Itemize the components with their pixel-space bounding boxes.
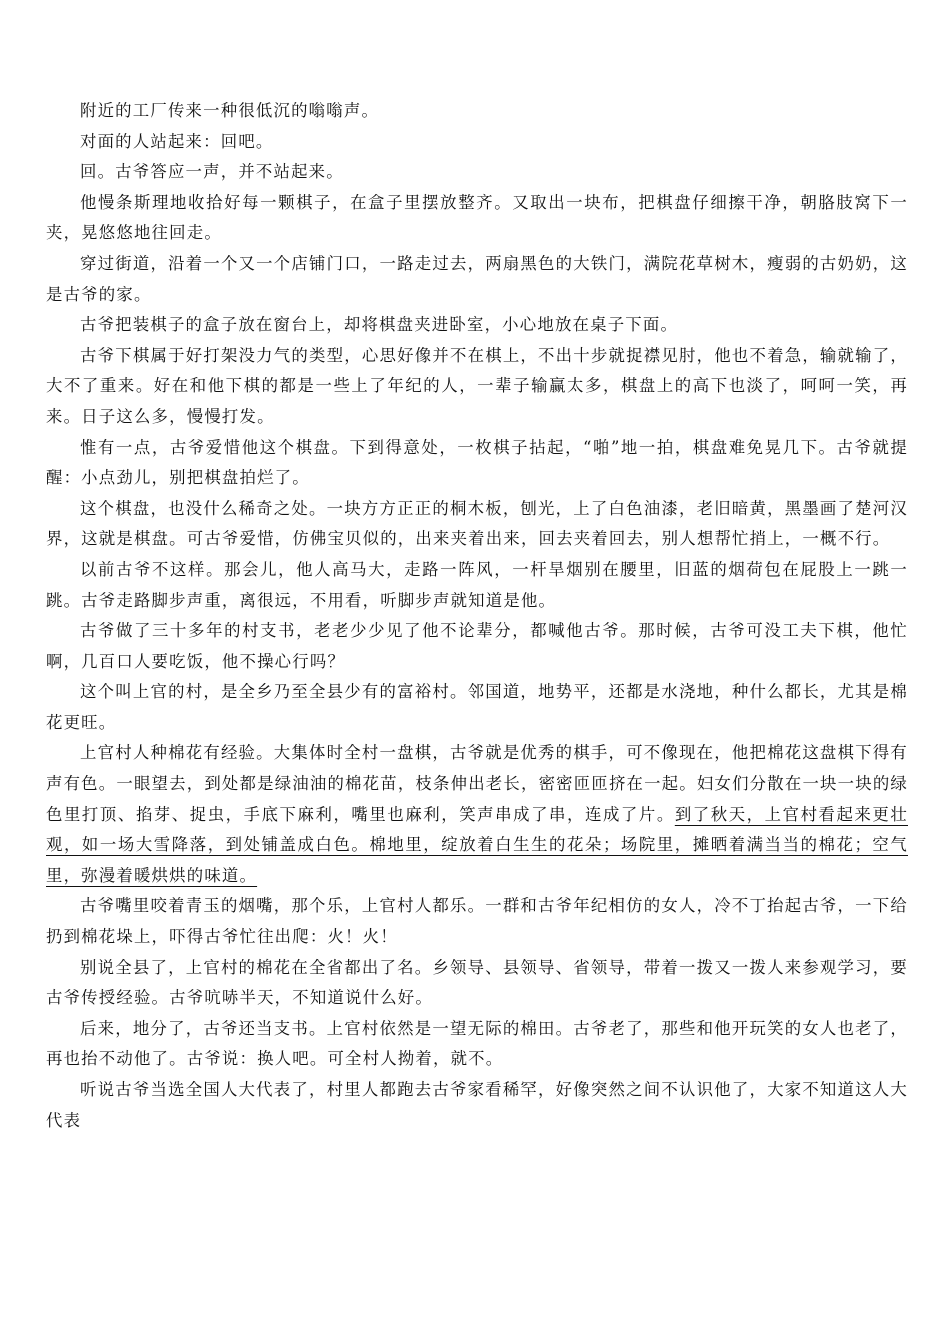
paragraph-4: 他慢条斯理地收拾好每一颗棋子，在盒子里摆放整齐。又取出一块布，把棋盘仔细擦干净，朝胳肢窝下一夹，晃悠悠地往回走。 <box>46 192 908 243</box>
paragraph-8: 惟有一点，古爷爱惜他这个棋盘。下到得意处，一枚棋子拈起，“啪”地一拍，棋盘难免晃几下。古爷就提醒：小点劲儿，别把棋盘拍烂了。 <box>46 437 908 488</box>
paragraph-9: 这个棋盘，也没什么稀奇之处。一块方方正正的桐木板，刨光，上了白色油漆，老旧暗黄，黑墨画了楚河汉界，这就是棋盘。可古爷爱惜，仿佛宝贝似的，出来夹着出来，回去夹着回去，别人想帮忙捎上，一概不行。 <box>46 498 908 549</box>
paragraph-15: 别说全县了，上官村的棉花在全省都出了名。乡领导、县领导、省领导，带着一拨又一拨人来参观学习，要古爷传授经验。古爷吭哧半天，不知道说什么好。 <box>46 957 908 1008</box>
paragraph-1: 附近的工厂传来一种很低沉的嗡嗡声。 <box>80 101 380 120</box>
paragraph-7: 古爷下棋属于好打架没力气的类型，心思好像并不在棋上，不出十步就捉襟见肘，他也不着急，输就输了，大不了重来。好在和他下棋的都是一些上了年纪的人，一辈子输赢太多，棋盘上的高下也淡了，呵呵一笑，再来。日子这么多，慢慢打发。 <box>46 345 908 426</box>
document-page <box>46 96 908 1136</box>
paragraph-11: 古爷做了三十多年的村支书，老老少少见了他不论辈分，都喊他古爷。那时候，古爷可没工夫下棋，他忙啊，几百口人要吃饭，他不操心行吗？ <box>46 621 908 671</box>
paragraph-2: 对面的人站起来：回吧。 <box>80 131 274 151</box>
paragraph-12: 这个叫上官的村，是全乡乃至全县少有的富裕村。邻国道，地势平，还都是水浇地，种什么都长，尤其是棉花更旺。 <box>46 682 908 732</box>
paragraph-6: 古爷把装棋子的盒子放在窗台上，却将棋盘夹进卧室，小心地放在桌子下面。 <box>80 315 679 335</box>
paragraph-17: 听说古爷当选全国人大代表了，村里人都跑去古爷家看稀罕，好像突然之间不认识他了，大家不知道这人大代表 <box>46 1080 908 1130</box>
paragraph-16: 后来，地分了，古爷还当支书。上官村依然是一望无际的棉田。古爷老了，那些和他开玩笑的女人也老了，再也抬不动他了。古爷说：换人吧。可全村人拗着，就不。 <box>46 1018 908 1069</box>
paragraph-3: 回。古爷答应一声，并不站起来。 <box>80 162 344 182</box>
paragraph-13: 上官村人种棉花有经验。大集体时全村一盘棋，古爷就是优秀的棋手，可不像现在，他把棉花这盘棋下得有声有色。一眼望去，到处都是绿油油的棉花苗，枝条伸出老长，密密匝匝挤在一起。妇女们分散在一块一块的绿色里打顶、掐芽、捉虫，手底下麻利，嘴里也麻利，笑声串成了串，连成了片。到了秋天，上官村看起来更壮观，如一场大雪降落，到处铺盖成白色。棉地里，绽放着白生生的花朵；场院里，摊晒着满当当的棉花；空气里，弥漫着暖烘烘的味道。 <box>46 743 908 885</box>
paragraph-5: 穿过街道，沿着一个又一个店铺门口，一路走过去，两扇黑色的大铁门，满院花草树木，瘦弱的古奶奶，这是古爷的家。 <box>46 253 908 304</box>
underlined-passage: 到了秋天，上官村看起来更壮观，如一场大雪降落，到处铺盖成白色。棉地里，绽放着白生生的花朵；场院里，摊晒着满当当的棉花；空气里，弥漫着暖烘烘的味道。 <box>46 804 908 885</box>
paragraph-10: 以前古爷不这样。那会儿，他人高马大，走路一阵风，一杆旱烟别在腰里，旧蓝的烟荷包在屁股上一跳一跳。古爷走路脚步声重，离很远，不用看，听脚步声就知道是他。 <box>46 559 908 610</box>
paragraph-14: 古爷嘴里咬着青玉的烟嘴，那个乐，上官村人都乐。一群和古爷年纪相仿的女人，冷不丁抬起古爷，一下给扔到棉花垛上，吓得古爷忙往出爬：火！火！ <box>46 896 908 947</box>
